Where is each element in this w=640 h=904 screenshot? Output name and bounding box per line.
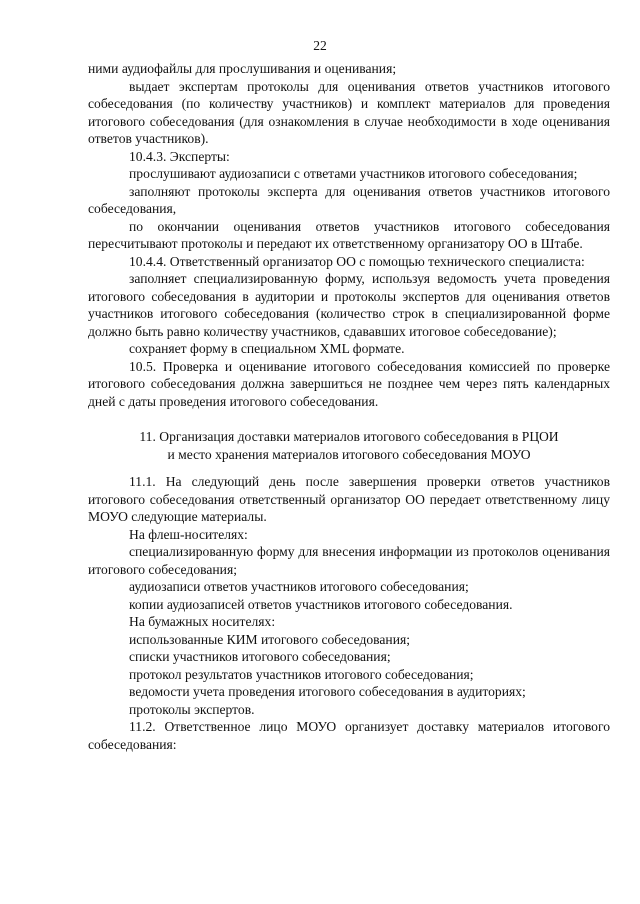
paragraph: На бумажных носителях: [129, 614, 276, 629]
paragraph: выдает экспертам протоколы для оценивания ответов участников итогового собеседования (по количеству участников) и комплект материалов для проведения итогового собеседования (для ознакомления в случае необходимости в ходе оценивания ответов участников). [88, 78, 610, 146]
paragraph: 11.1. На следующий день после завершения проверки ответов участников итогового собеседования ответственный организатор ОО передает ответственному лицу МОУО следующие материалы. [88, 474, 610, 524]
paragraph: ними аудиофайлы для прослушивания и оценивания; [88, 61, 397, 76]
paragraph: списки участников итогового собеседования; [129, 649, 391, 664]
top-paragraphs [88, 60, 610, 410]
paragraph: сохраняет форму в специальном XML формате. [129, 341, 405, 356]
page-number: 22 [313, 38, 327, 53]
paragraph: 10.4.3. Эксперты: [129, 148, 230, 164]
paragraph: ведомости учета проведения итогового собеседования в аудиториях; [129, 684, 526, 699]
paragraph: 10.5. Проверка и оценивание итогового собеседования комиссией по проверке итогового собеседования должна завершиться не позднее чем через пять календарных дней с даты проведения итогового собеседования. [88, 358, 610, 409]
paragraph: протокол результатов участников итогового собеседования; [129, 666, 474, 682]
paragraph: заполняет специализированную форму, используя ведомость учета проведения итогового собеседования в аудитории и протоколы экспертов для оценивания ответов участников итогового собеседования (количество строк в специализированной форме должно быть равно количеству участников, сдававших итоговое собеседование); [88, 271, 610, 339]
paragraph: прослушивают аудиозаписи с ответами участников итогового собеседования; [129, 166, 578, 181]
paragraph: по окончании оценивания ответов участников итогового собеседования пересчитывают протоколы и передают их ответственному организатору ОО в Штабе. [88, 218, 610, 251]
section-heading-line: 11. Организация доставки материалов итогового собеседования в РЦОИ [139, 429, 559, 444]
paragraph: 11.2. Ответственное лицо МОУО организует доставку материалов итогового собеседования: [88, 719, 610, 752]
bottom-paragraphs [88, 473, 610, 753]
document-body [88, 60, 610, 753]
paragraph: 10.4.4. Ответственный организатор ОО с помощью технического специалиста: [129, 253, 585, 269]
paragraph: специализированную форму для внесения информации из протоколов оценивания итогового собеседования; [88, 544, 610, 577]
paragraph: копии аудиозаписей ответов участников итогового собеседования. [129, 596, 513, 612]
paragraph: заполняют протоколы эксперта для оценивания ответов участников итогового собеседования, [88, 183, 610, 216]
paragraph: аудиозаписи ответов участников итогового собеседования; [129, 579, 469, 594]
paragraph: протоколы экспертов. [129, 701, 255, 717]
section-heading-line: и место хранения материалов итогового собеседования МОУО [167, 446, 531, 462]
paragraph: использованные КИМ итогового собеседования; [129, 631, 411, 647]
paragraph: На флеш-носителях: [129, 526, 248, 542]
section-heading [88, 428, 610, 463]
